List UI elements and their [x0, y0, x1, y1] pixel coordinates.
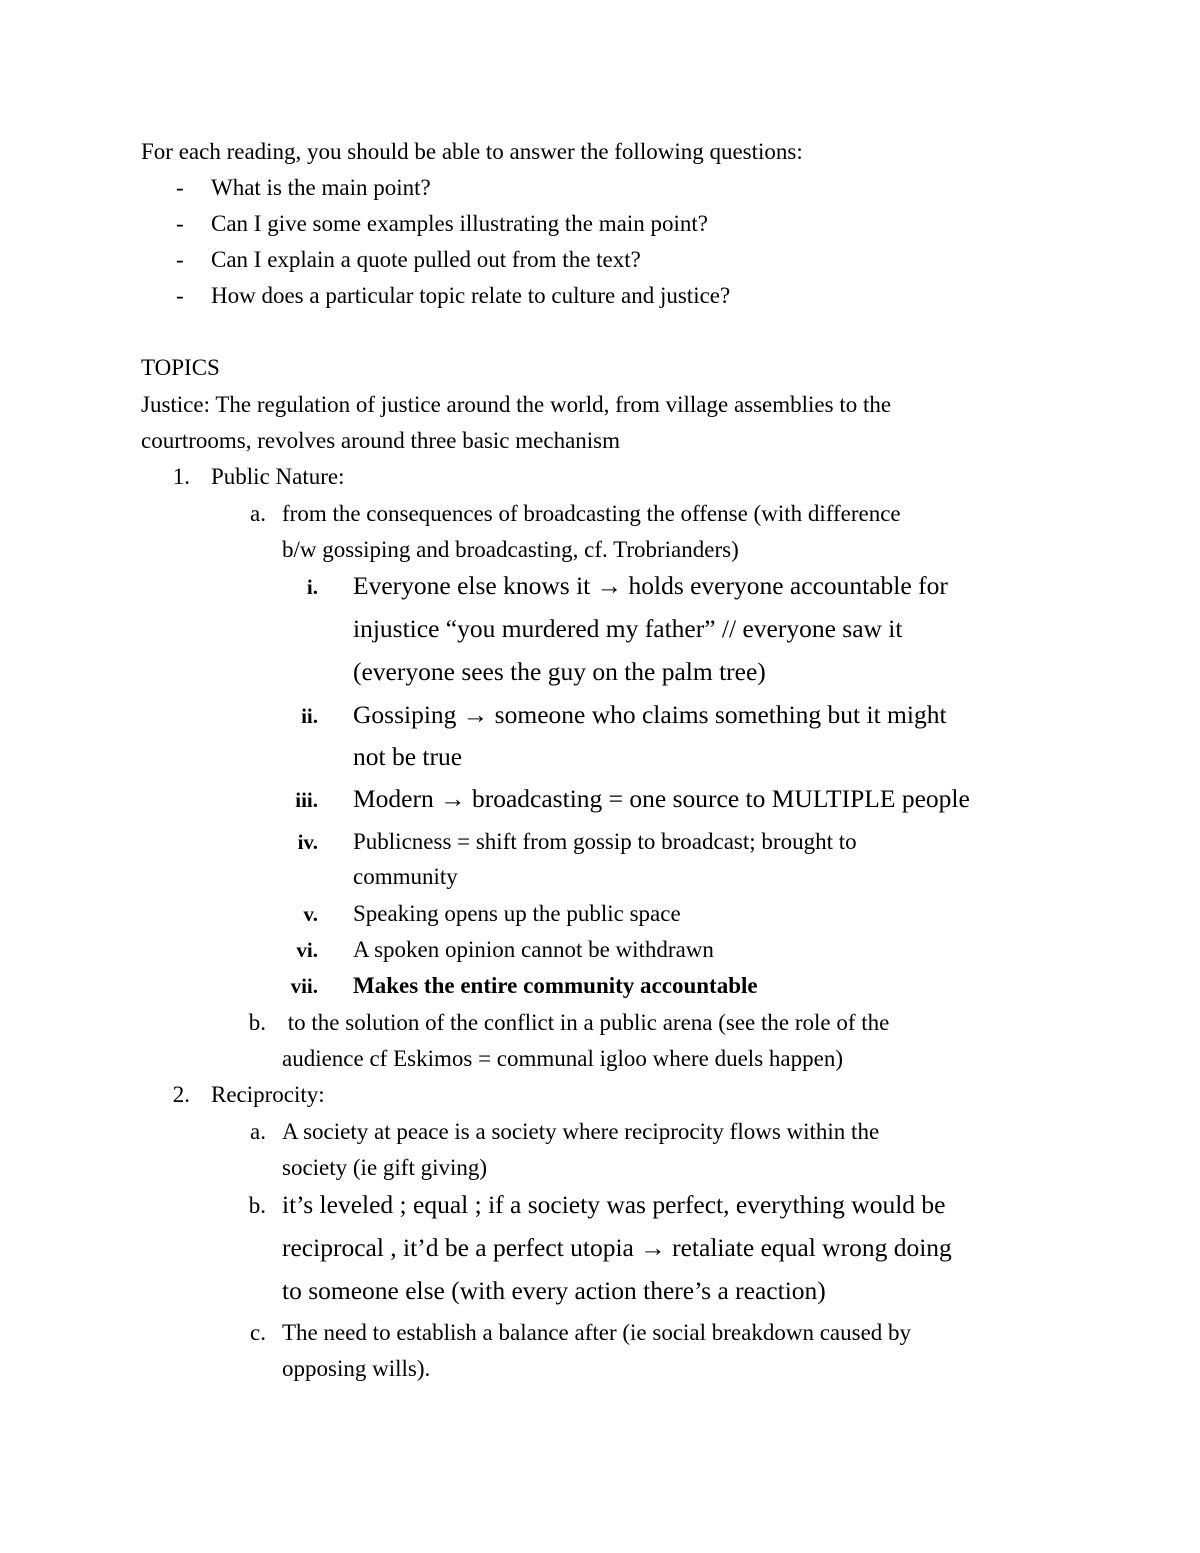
subitem-line: reciprocal , it’d be a perfect utopia → retaliate equal wrong doing — [282, 1233, 952, 1262]
roman-marker: iv. — [297, 830, 318, 854]
bullet-dash: - — [176, 283, 184, 308]
justice-intro-line: courtrooms, revolves around three basic mechanism — [141, 428, 621, 453]
point-line: Publicness = shift from gossip to broadcast; brought to — [353, 829, 857, 854]
point-line: Everyone else knows it → holds everyone accountable for — [353, 571, 948, 600]
subitem-line: it’s leveled ; equal ; if a society was perfect, everything would be — [282, 1190, 946, 1219]
subitem-line: A society at peace is a society where reciprocity flows within the — [282, 1119, 880, 1144]
point-line: community — [353, 864, 458, 889]
list-letter: b. — [248, 1193, 266, 1218]
roman-marker: i. — [306, 575, 318, 599]
question-item: How does a particular topic relate to culture and justice? — [211, 283, 731, 308]
roman-marker: vii. — [290, 974, 318, 998]
subitem-line: audience cf Eskimos = communal igloo where duels happen) — [282, 1046, 843, 1071]
topic-title-reciprocity: Reciprocity: — [211, 1082, 325, 1107]
point-line: Modern → broadcasting = one source to MULTIPLE people — [353, 784, 970, 813]
bullet-dash: - — [176, 247, 184, 272]
roman-marker: ii. — [301, 704, 318, 728]
roman-marker: vi. — [296, 938, 318, 962]
point-line: A spoken opinion cannot be withdrawn — [353, 937, 714, 962]
subitem-line: from the consequences of broadcasting the offense (with difference — [282, 501, 901, 526]
subitem-line: b/w gossiping and broadcasting, cf. Trobrianders) — [282, 537, 739, 562]
justice-intro-line: Justice: The regulation of justice around the world, from village assemblies to the — [141, 392, 892, 417]
topic-title-public-nature: Public Nature: — [211, 464, 345, 489]
intro-heading: For each reading, you should be able to answer the following questions: — [141, 139, 803, 164]
point-line: (everyone sees the guy on the palm tree) — [353, 657, 766, 686]
subitem-line: to someone else (with every action there’s a reaction) — [282, 1276, 826, 1305]
subitem-line: opposing wills). — [282, 1356, 431, 1381]
list-number: 2. — [172, 1082, 190, 1107]
question-item: Can I give some examples illustrating the main point? — [211, 211, 708, 236]
point-line: injustice “you murdered my father” // everyone saw it — [353, 614, 903, 643]
question-item: What is the main point? — [211, 175, 431, 200]
list-letter: a. — [250, 501, 266, 526]
list-letter: c. — [250, 1320, 266, 1345]
subitem-line: to the solution of the conflict in a public arena (see the role of the — [282, 1010, 890, 1035]
bullet-dash: - — [176, 211, 184, 236]
list-letter: b. — [248, 1010, 266, 1035]
question-item: Can I explain a quote pulled out from the text? — [211, 247, 641, 272]
list-letter: a. — [250, 1119, 266, 1144]
roman-marker: iii. — [295, 788, 318, 812]
point-line: Gossiping → someone who claims something but it might — [353, 700, 947, 729]
list-number: 1. — [172, 464, 190, 489]
bullet-dash: - — [176, 175, 184, 200]
subitem-line: society (ie gift giving) — [282, 1155, 488, 1180]
roman-marker: v. — [303, 902, 318, 926]
point-line: Speaking opens up the public space — [353, 901, 681, 926]
topics-heading: TOPICS — [141, 355, 220, 380]
point-line: not be true — [353, 742, 463, 771]
point-line-emphasis: Makes the entire community accountable — [353, 973, 758, 998]
subitem-line: The need to establish a balance after (ie social breakdown caused by — [282, 1320, 912, 1345]
